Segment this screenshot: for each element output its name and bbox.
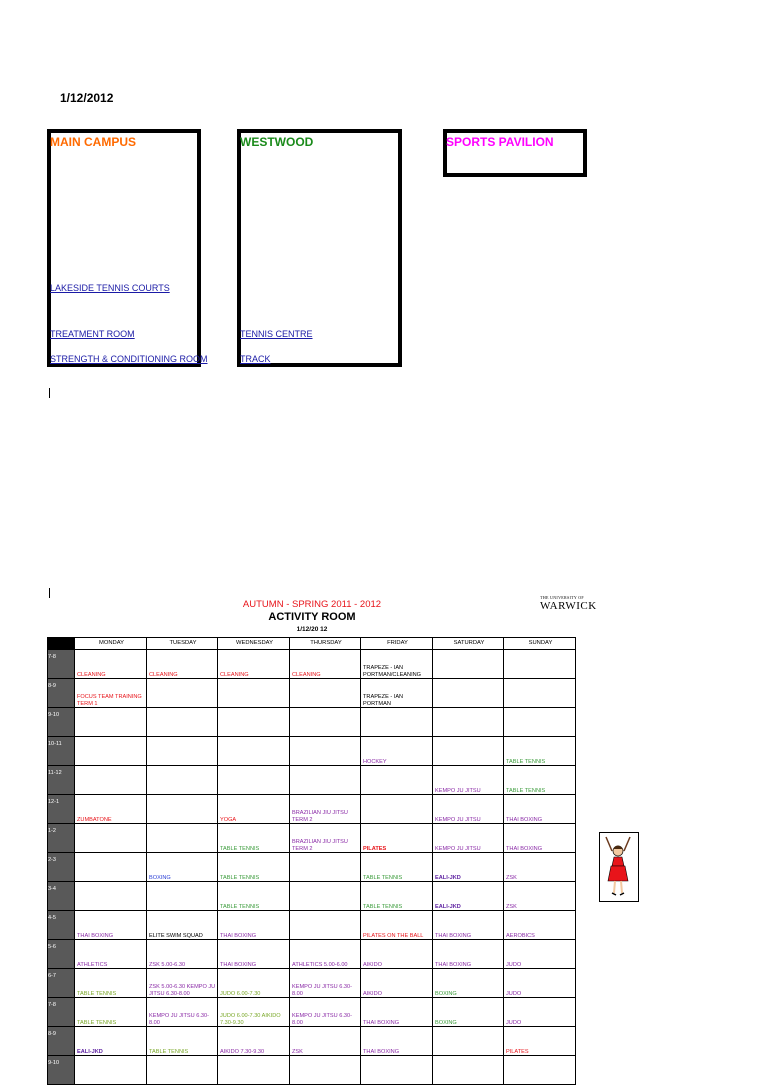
timetable-cell (361, 708, 433, 737)
day-header: SATURDAY (433, 638, 504, 650)
timetable-row (48, 708, 576, 737)
timetable-row (48, 766, 576, 795)
day-header: SUNDAY (504, 638, 576, 650)
westwood-box (237, 129, 402, 367)
timetable-cell: AIKIDO (361, 940, 433, 969)
timetable-cell (433, 1027, 504, 1056)
timetable-cell (504, 708, 576, 737)
timetable-row (48, 911, 576, 940)
timetable-row (48, 679, 576, 708)
link-tennis-centre[interactable]: TENNIS CENTRE (240, 329, 313, 339)
timetable-cell: AIKIDO (361, 969, 433, 998)
timetable-cell: CLEANING (290, 650, 361, 679)
timetable-cell (218, 708, 290, 737)
timetable-cell (75, 708, 147, 737)
timetable-cell: EALI-JKD (75, 1027, 147, 1056)
time-slot-label: 7-8 (48, 650, 75, 679)
sports-pavilion-box (443, 129, 587, 177)
timetable-cell: BOXING (147, 853, 218, 882)
timetable-row (48, 795, 576, 824)
time-slot-label: 1-2 (48, 824, 75, 853)
timetable-row (48, 940, 576, 969)
timetable-cell: ATHLETICS 5.00-6.00 (290, 940, 361, 969)
timetable-cell (361, 766, 433, 795)
timetable-cell (75, 853, 147, 882)
timetable-cell: PILATES (504, 1027, 576, 1056)
schedule-date: 1/12/20 12 (296, 626, 328, 633)
timetable-cell: ELITE SWIM SQUAD (147, 911, 218, 940)
timetable-cell: ZSK (290, 1027, 361, 1056)
time-slot-label: 7-8 (48, 998, 75, 1027)
timetable-cell: THAI BOXING (75, 911, 147, 940)
time-slot-label: 12-1 (48, 795, 75, 824)
timetable-cell: KEMPO JU JITSU 6.30-8.00 (147, 998, 218, 1027)
timetable-cell: JUDO 6.00-7.30 AIKIDO 7.30-9.30 (218, 998, 290, 1027)
link-treatment-room[interactable]: TREATMENT ROOM (50, 329, 135, 339)
timetable-cell (290, 737, 361, 766)
dancer-icon (600, 833, 638, 901)
timetable-cell (290, 911, 361, 940)
timetable-cell (218, 679, 290, 708)
timetable-cell: THAI BOXING (504, 824, 576, 853)
timetable-cell (147, 679, 218, 708)
timetable-cell (290, 679, 361, 708)
timetable-cell (290, 882, 361, 911)
timetable-cell (75, 737, 147, 766)
timetable-cell (504, 650, 576, 679)
link-lakeside-tennis-courts[interactable]: LAKESIDE TENNIS COURTS (50, 283, 170, 293)
time-slot-label: 3-4 (48, 882, 75, 911)
logo-small-text: THE UNIVERSITY OF (540, 595, 584, 600)
timetable-header-row (48, 638, 576, 650)
timetable-cell (75, 766, 147, 795)
timetable-cell (433, 679, 504, 708)
timetable-cell: ZSK 5.00-6.30 KEMPO JU JITSU 6.30-8.00 (147, 969, 218, 998)
timetable-cell: CLEANING (147, 650, 218, 679)
timetable-row (48, 737, 576, 766)
time-slot-label: 9-10 (48, 1056, 75, 1085)
timetable-cell (290, 708, 361, 737)
timetable-cell: BOXING (433, 998, 504, 1027)
time-slot-label: 9-10 (48, 708, 75, 737)
timetable-cell: TABLE TENNIS (504, 766, 576, 795)
timetable-cell: TABLE TENNIS (361, 853, 433, 882)
time-slot-label: 11-12 (48, 766, 75, 795)
timetable-cell: TABLE TENNIS (218, 824, 290, 853)
warwick-logo (540, 595, 597, 612)
link-strength-conditioning-room[interactable]: STRENGTH & CONDITIONING ROOM (50, 354, 208, 364)
timetable-cell (361, 1056, 433, 1085)
timetable-cell (147, 766, 218, 795)
timetable-cell: TABLE TENNIS (504, 737, 576, 766)
timetable-cell: AIKIDO 7.30-9.30 (218, 1027, 290, 1056)
mascot-illustration (599, 832, 639, 902)
time-slot-label: 4-5 (48, 911, 75, 940)
timetable-cell (504, 679, 576, 708)
timetable-row (48, 1027, 576, 1056)
timetable-row (48, 853, 576, 882)
timetable-cell: CLEANING (75, 650, 147, 679)
timetable-row (48, 824, 576, 853)
timetable-cell: THAI BOXING (433, 940, 504, 969)
timetable-cell (433, 650, 504, 679)
timetable-cell: JUDO (504, 998, 576, 1027)
timetable-cell: ZSK 5.00-6.30 (147, 940, 218, 969)
timetable-cell: THAI BOXING (504, 795, 576, 824)
timetable-cell: PILATES ON THE BALL (361, 911, 433, 940)
timetable-cell (75, 882, 147, 911)
timetable-cell (218, 1056, 290, 1085)
timetable-cell: THAI BOXING (361, 1027, 433, 1056)
timetable-cell: TRAPEZE - IAN PORTMAN/CLEANING (361, 650, 433, 679)
activity-room-timetable (47, 637, 576, 1085)
timetable-cell: ZSK (504, 853, 576, 882)
text-cursor-marker (49, 388, 50, 398)
timetable-cell: BRAZILIAN JIU JITSU TERM 2 (290, 824, 361, 853)
timetable-cell: JUDO (504, 969, 576, 998)
timetable-cell: THAI BOXING (433, 911, 504, 940)
timetable-cell (147, 795, 218, 824)
timetable-cell: KEMPO JU JITSU 6.30-8.00 (290, 969, 361, 998)
timetable-cell: EALI-JKD (433, 882, 504, 911)
timetable-row (48, 969, 576, 998)
timetable-cell (290, 1056, 361, 1085)
timetable-cell: BOXING (433, 969, 504, 998)
timetable-row (48, 650, 576, 679)
timetable-cell: TABLE TENNIS (147, 1027, 218, 1056)
timetable-row (48, 882, 576, 911)
time-slot-label: 8-9 (48, 1027, 75, 1056)
timetable-cell (147, 708, 218, 737)
timetable-cell: AEROBICS (504, 911, 576, 940)
time-slot-label: 6-7 (48, 969, 75, 998)
timetable-cell (218, 766, 290, 795)
timetable-cell (433, 708, 504, 737)
timetable-cell: BRAZILIAN JIU JITSU TERM 2 (290, 795, 361, 824)
schedule-room-title: ACTIVITY ROOM (268, 611, 356, 623)
timetable-cell (290, 766, 361, 795)
timetable-cell: THAI BOXING (218, 911, 290, 940)
timetable-cell: KEMPO JU JITSU (433, 824, 504, 853)
timetable-cell (147, 824, 218, 853)
schedule-season: AUTUMN - SPRING 2011 - 2012 (242, 599, 382, 610)
day-header: WEDNESDAY (218, 638, 290, 650)
timetable-cell: JUDO (504, 940, 576, 969)
day-header: FRIDAY (361, 638, 433, 650)
timetable-cell (147, 737, 218, 766)
timetable-corner (48, 638, 75, 650)
timetable-cell: ZSK (504, 882, 576, 911)
timetable-cell (75, 824, 147, 853)
timetable-cell: EALI-JKD (433, 853, 504, 882)
text-cursor-marker (49, 588, 50, 598)
timetable-cell: ATHLETICS (75, 940, 147, 969)
main-campus-box (47, 129, 208, 367)
time-slot-label: 8-9 (48, 679, 75, 708)
timetable-cell: TRAPEZE - IAN PORTMAN (361, 679, 433, 708)
link-track[interactable]: TRACK (240, 354, 271, 364)
timetable-cell: TABLE TENNIS (75, 969, 147, 998)
logo-big-text: WARWICK (540, 600, 597, 612)
sports-pavilion-title: SPORTS PAVILION (446, 135, 554, 149)
timetable-cell (504, 1056, 576, 1085)
timetable-cell (147, 882, 218, 911)
main-campus-title: MAIN CAMPUS (50, 135, 136, 149)
timetable-cell: JUDO 6.00-7.30 (218, 969, 290, 998)
timetable-row (48, 998, 576, 1027)
timetable-row (48, 1056, 576, 1085)
day-header: TUESDAY (147, 638, 218, 650)
timetable-cell: TABLE TENNIS (218, 882, 290, 911)
timetable-cell: KEMPO JU JITSU 6.30-8.00 (290, 998, 361, 1027)
timetable-cell: FOCUS TEAM TRAINING TERM 1 (75, 679, 147, 708)
timetable-cell (433, 737, 504, 766)
timetable-cell (147, 1056, 218, 1085)
timetable-cell: CLEANING (218, 650, 290, 679)
timetable-cell: HOCKEY (361, 737, 433, 766)
timetable-cell: KEMPO JU JITSU (433, 795, 504, 824)
timetable-cell (218, 737, 290, 766)
timetable-cell: YOGA (218, 795, 290, 824)
page-date: 1/12/2012 (60, 91, 114, 105)
time-slot-label: 5-6 (48, 940, 75, 969)
timetable-cell: ZUMBATONE (75, 795, 147, 824)
timetable-cell: TABLE TENNIS (361, 882, 433, 911)
timetable-cell: TABLE TENNIS (218, 853, 290, 882)
timetable-cell (290, 853, 361, 882)
time-slot-label: 2-3 (48, 853, 75, 882)
timetable-cell: PILATES (361, 824, 433, 853)
timetable-cell: TABLE TENNIS (75, 998, 147, 1027)
timetable-cell: KEMPO JU JITSU (433, 766, 504, 795)
day-header: MONDAY (75, 638, 147, 650)
westwood-title: WESTWOOD (240, 135, 314, 149)
timetable-cell (433, 1056, 504, 1085)
timetable-cell: THAI BOXING (218, 940, 290, 969)
timetable-cell (75, 1056, 147, 1085)
timetable-cell: THAI BOXING (361, 998, 433, 1027)
timetable-cell (361, 795, 433, 824)
time-slot-label: 10-11 (48, 737, 75, 766)
day-header: THURSDAY (290, 638, 361, 650)
